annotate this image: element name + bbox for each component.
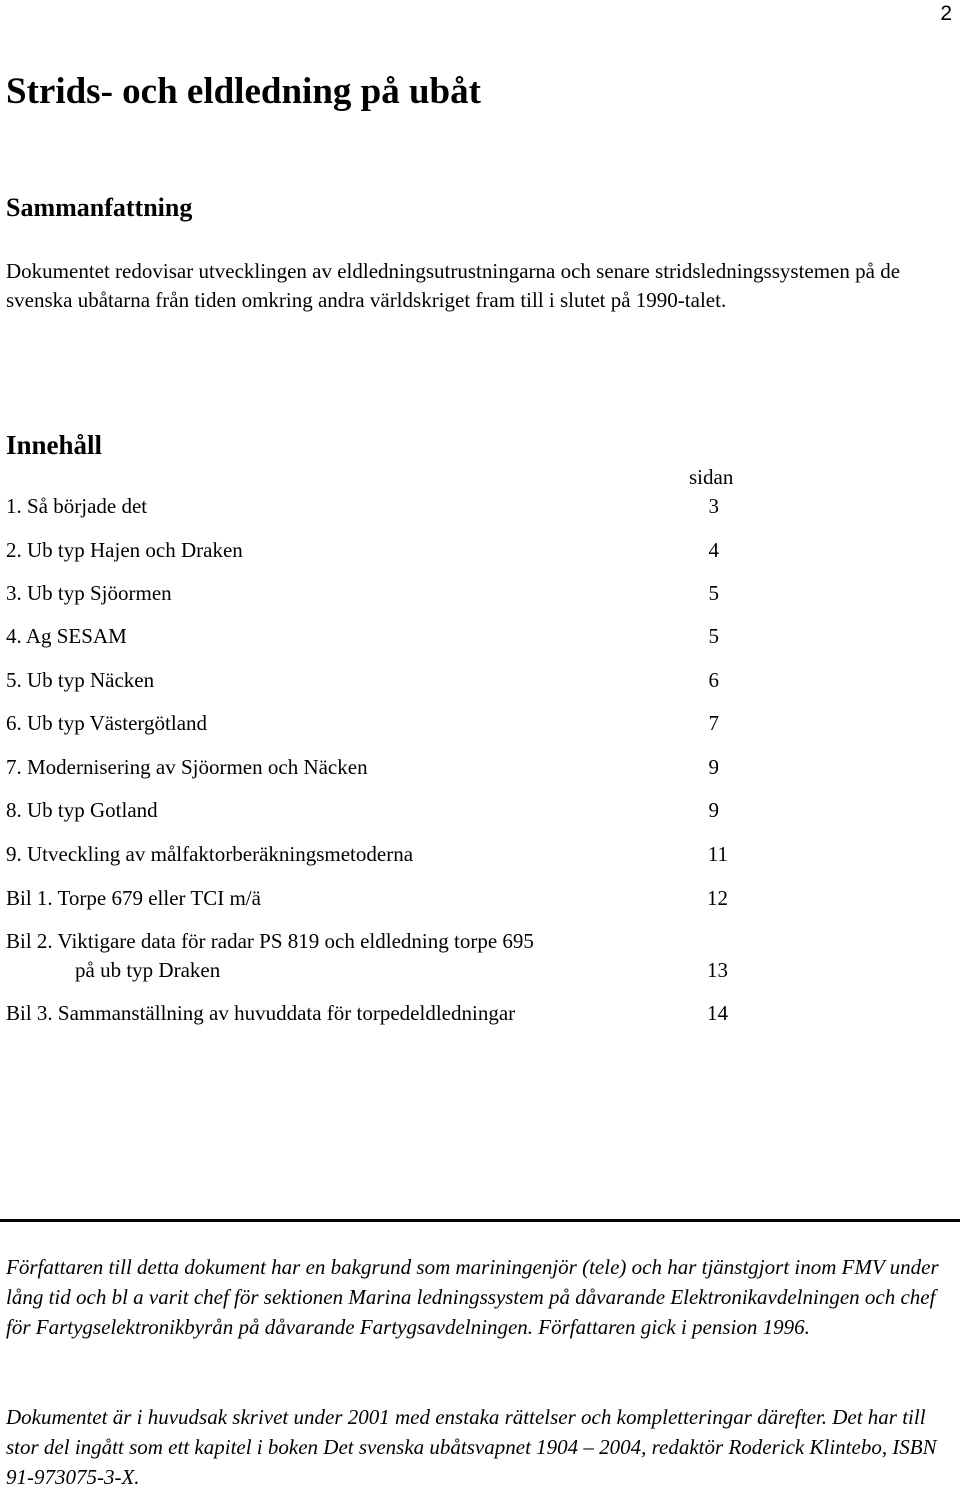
contents-page-column-label: sidan (689, 465, 734, 489)
toc-item-page: 13 (707, 958, 728, 982)
contents-heading: Innehåll (6, 430, 103, 460)
summary-text: Dokumentet redovisar utvecklingen av eldledningsutrustningarna och senare stridsledningssystemen på de svenska ubåtarna från tiden omkring andra världskriget fram till i slutet på 1990-talet. (6, 259, 901, 312)
toc-item-label: 4. Ag SESAM (6, 624, 127, 648)
divider (0, 1219, 960, 1222)
toc-item-page: 9 (708, 798, 719, 822)
toc-item-page: 5 (708, 581, 719, 605)
document-note: Dokumentet är i huvudsak skrivet under 2001 med enstaka rättelser och kompletteringar därefter. Det har till stor del ingått som ett kapitel i boken Det svenska ubåtsvapnet 1904 – 2004, redaktör Roderick Klintebo, ISBN 91-973075-3-X. (6, 1405, 937, 1489)
toc-item-label: 2. Ub typ Hajen och Draken (6, 538, 243, 562)
toc-item-page: 5 (708, 624, 719, 648)
toc-item-page: 7 (708, 711, 719, 735)
toc-item-label: 1. Så började det (6, 494, 148, 518)
toc-item-label: Bil 3. Sammanställning av huvuddata för torpedeldledningar (6, 1001, 516, 1025)
toc-item-label: 6. Ub typ Västergötland (6, 711, 208, 735)
toc-item-label: 8. Ub typ Gotland (6, 798, 158, 822)
toc-item-page: 14 (707, 1001, 728, 1025)
page-number: 2 (940, 2, 952, 25)
toc-item-label: Bil 2. Viktigare data för radar PS 819 och eldledning torpe 695 (6, 929, 534, 953)
toc-item-page: 12 (707, 886, 728, 910)
toc-item-label-continuation: på ub typ Draken (75, 958, 221, 982)
toc-item-label: 9. Utveckling av målfaktorberäkningsmetoderna (6, 842, 414, 866)
author-note: Författaren till detta dokument har en bakgrund som mariningenjör (tele) och har tjänstgjort inom FMV under lång tid och bl a varit chef för sektionen Marina ledningssystem på dåvarande Elektronikavdelningen och chef för Fartygselektronikbyrån på dåvarande Fartygsavdelningen. Författaren gick i pension 1996. (6, 1255, 939, 1339)
toc-item-page: 3 (708, 494, 719, 518)
toc-item-page: 6 (708, 668, 719, 692)
toc-item-label: Bil 1. Torpe 679 eller TCI m/ä (6, 886, 261, 910)
toc-item-label: 7. Modernisering av Sjöormen och Näcken (6, 755, 368, 779)
summary-heading: Sammanfattning (6, 193, 193, 222)
toc-item-page: 11 (707, 842, 728, 866)
toc-item-label: 3. Ub typ Sjöormen (6, 581, 172, 605)
toc-item-page: 4 (708, 538, 719, 562)
document-title: Strids- och eldledning på ubåt (6, 71, 481, 112)
toc-item-label: 5. Ub typ Näcken (6, 668, 155, 692)
toc-item-page: 9 (708, 755, 719, 779)
